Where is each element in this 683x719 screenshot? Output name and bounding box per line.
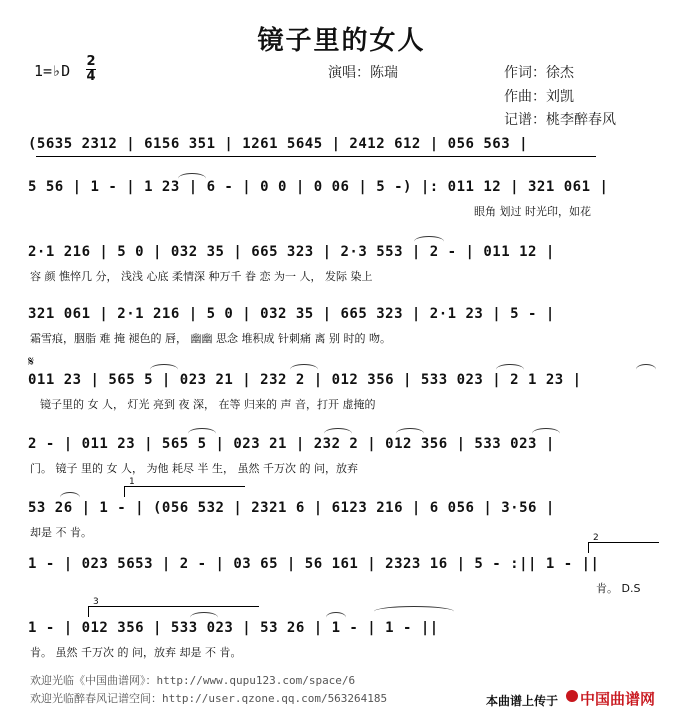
notes: 1 - | 012 356 | 533 023 | 53 26 | 1 - | 1 - || — [28, 620, 439, 636]
transcriber-credit: 记谱：桃李醉春风 — [504, 112, 616, 128]
score-row-1 — [28, 132, 660, 158]
upload-note: 本曲谱上传于 — [486, 694, 559, 708]
notes: 2 - | 011 23 | 565 5 | 023 21 | 232 2 | 012 356 | 533 023 | — [28, 436, 555, 452]
score-row-9 — [28, 597, 660, 659]
site-logo[interactable]: 中国曲谱网 — [580, 690, 656, 708]
singer-credit: 演唱：陈瑞 — [328, 65, 398, 81]
segno-sign: 𝄋 — [28, 354, 35, 370]
score-row-3 — [28, 240, 660, 283]
lyrics: 肯。 D.S — [596, 582, 641, 595]
notes: 5 56 | 1 - | 1 23 | 6 - | 0 0 | 0 06 | 5 -) |: 011 12 | 321 061 | — [28, 179, 609, 195]
notes: 321 061 | 2·1 216 | 5 0 | 032 35 | 665 323 | 2·1 23 | 5 - | — [28, 306, 555, 322]
footer-link-1[interactable]: 欢迎光临《中国曲谱网》：http://www.qupu123.com/space/6 — [30, 674, 356, 687]
lyrics: 霜雪痕，胭脂 难 掩 褪色的 唇， 幽幽 思念 堆积成 针刺痛 离 别 时的 吻。 — [30, 332, 391, 345]
composer-credit: 作曲：刘凯 — [504, 89, 574, 105]
meter-bottom: 4 — [86, 69, 96, 84]
score-row-8 — [28, 533, 660, 595]
volta-2: 2 — [593, 533, 599, 543]
song-title: 镜子里的女人 — [257, 26, 426, 56]
time-signature — [86, 56, 96, 83]
lyrics: 却是 不 肯。 — [30, 526, 92, 539]
footer-link-2[interactable]: 欢迎光临醉春风记谱空间：http://user.qzone.qq.com/563264185 — [30, 692, 388, 705]
score-row-5 — [28, 354, 660, 411]
lyrics: 容 颜 憔悴几 分， 浅浅 心底 柔情深 种万千 眷 恋 为一 人， 发际 染上 — [30, 270, 373, 283]
lyrics: 门。 镜子 里的 女 人， 为他 耗尽 半 生， 虽然 千万次 的 问，放弃 — [30, 462, 358, 475]
score-row-6 — [28, 432, 660, 475]
notes: 53 26 | 1 - | (056 532 | 2321 6 | 6123 216 | 6 056 | 3·56 | — [28, 500, 555, 516]
lyricist-credit: 作词：徐杰 — [504, 65, 574, 81]
lyrics: 眼角 划过 时光印，如花 — [474, 205, 591, 218]
lyrics: 肯。 虽然 千万次 的 问，放弃 却是 不 肯。 — [30, 646, 242, 659]
notes: 011 23 | 565 5 | 023 21 | 232 2 | 012 356 | 533 023 | 2 1 23 | — [28, 372, 582, 388]
score-row-4 — [28, 302, 660, 345]
volta-1: 1 — [129, 477, 135, 487]
logo-icon — [566, 690, 578, 702]
score-row-7 — [28, 477, 660, 539]
notes: 1 - | 023 5653 | 2 - | 03 65 | 56 161 | 2323 16 | 5 - :|| 1 - || — [28, 556, 600, 572]
lyrics: 镜子里的 女 人， 灯光 亮到 夜 深， 在等 归来的 声 音，打开 虚掩的 — [40, 398, 376, 411]
notes: 2·1 216 | 5 0 | 032 35 | 665 323 | 2·3 553 | 2 - | 011 12 | — [28, 244, 555, 260]
notes: (5635 2312 | 6156 351 | 1261 5645 | 2412 612 | 056 563 | — [28, 136, 529, 152]
key-signature: 1=♭D — [34, 62, 71, 80]
volta-3: 3 — [93, 597, 99, 607]
meter-top: 2 — [86, 54, 96, 69]
score-row-2 — [28, 175, 660, 218]
